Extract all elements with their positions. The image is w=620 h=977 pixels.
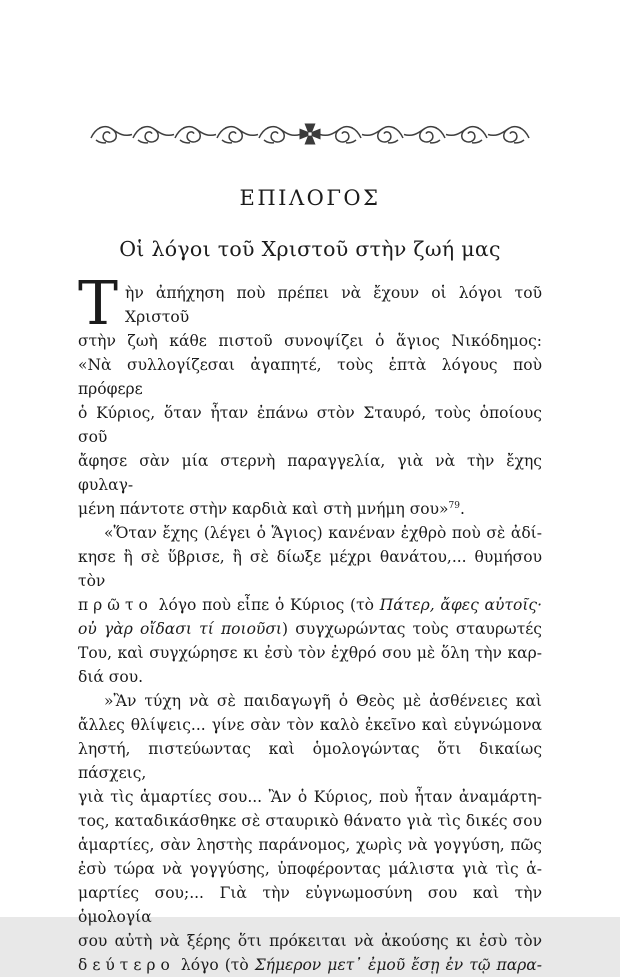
text-line: μαρτίες σου;... Γιὰ τὴν εὐγνωμοσύνη σου καὶ τὴν ὁμολογία: [78, 884, 542, 926]
text-line: σου αὐτὴ νὰ ξέρης ὅτι πρόκειται νὰ ἀκούσης κι ἐσὺ τὸν: [78, 932, 542, 950]
text-segment: μένη πάντοτε στὴν καρδιὰ καὶ στὴ μνήμη σου»: [78, 500, 449, 518]
text-segment: λόγο ποὺ εἶπε ὁ Κύριος (τὸ: [152, 596, 380, 614]
emphasized-spaced-word: δεύτερο: [78, 956, 175, 974]
text-line: [78, 953, 542, 977]
text-line: ληστή, πιστεύωντας καὶ ὁμολογώντας ὅτι δικαίως πάσχεις,: [78, 740, 542, 782]
text-line: ὁ Κύριος, ὅταν ἦταν ἐπάνω στὸν Σταυρό, τοὺς ὁποίους σοῦ: [78, 404, 542, 446]
floral-scroll-band-icon: [90, 121, 530, 147]
text-segment: λόγο (τὸ: [174, 956, 255, 974]
footnote-ref: 79: [448, 501, 460, 511]
text-line: γιὰ τὶς ἁμαρτίες σου... Ἂν ὁ Κύριος, ποὺ ἦταν ἀναμάρτη-: [78, 788, 542, 806]
text-line: τος, καταδικάσθηκε σὲ σταυρικὸ θάνατο γιὰ τὶς δικές σου: [78, 812, 542, 830]
text-segment: ) συγχωρώντας τοὺς σταυρωτές: [282, 620, 542, 638]
scripture-quote: Πάτερ, ἄφες αὐτοῖς·: [379, 596, 543, 614]
scripture-quote: Σήμερον μετ᾽ ἐμοῦ ἔσῃ ἐν τῷ παρα-: [254, 956, 542, 974]
text-line: στὴν ζωὴ κάθε πιστοῦ συνοψίζει ὁ ἅγιος Νικόδημος:: [78, 332, 542, 350]
text-line: «Νὰ συλλογίζεσαι ἀγαπητέ, τοὺς ἑπτὰ λόγους ποὺ πρόφερε: [78, 356, 542, 398]
paragraph-2: [78, 521, 542, 689]
paragraph-3: [78, 689, 542, 977]
paragraph-1: [78, 269, 542, 521]
chapter-title: ΕΠΙΛΟΓΟΣ: [239, 186, 381, 210]
text-line: [78, 593, 542, 617]
body-text: [78, 269, 543, 977]
text-line: [78, 497, 542, 521]
text-line: ὴν ἀπήχηση ποὺ πρέπει νὰ ἔχουν οἱ λόγοι τοῦ Χριστοῦ: [125, 284, 542, 326]
ornament-band: [90, 121, 530, 147]
text-line: διά σου.: [78, 668, 144, 686]
emphasized-spaced-word: πρῶτο: [78, 596, 153, 614]
section-subtitle: Οἱ λόγοι τοῦ Χριστοῦ στὴν ζωή μας: [119, 237, 501, 261]
text-line: ἄλλες θλίψεις... γίνε σὰν τὸν καλὸ ἐκεῖνο καὶ εὐγνώμονα: [78, 716, 542, 734]
text-segment: .: [460, 500, 465, 518]
text-line: ἁμαρτίες, σὰν ληστὴς παράνομος, χωρὶς νὰ γογγύση, πῶς: [78, 836, 542, 854]
text-line: «Ὅταν ἔχης (λέγει ὁ Ἅγιος) κανέναν ἐχθρὸ ποὺ σὲ ἀδί-: [104, 524, 542, 542]
text-line: ἐσὺ τώρα νὰ γογγύσης, ὑποφέροντας μάλιστα γιὰ τὶς ἁ-: [78, 860, 542, 878]
scripture-quote: οὐ γὰρ οἴδασι τί ποιοῦσι: [78, 620, 282, 638]
text-line: »Ἂν τύχη νὰ σὲ παιδαγωγῆ ὁ Θεὸς μὲ ἀσθένειες καὶ: [104, 692, 542, 710]
text-line: [78, 617, 542, 641]
text-line: ἄφησε σὰν μία στερνὴ παραγγελία, γιὰ νὰ τὴν ἔχης φυλαγ-: [78, 452, 542, 494]
cross-pattee-icon: [300, 124, 321, 145]
text-line: κησε ἢ σὲ ὕβρισε, ἢ σὲ δίωξε μέχρι θανάτου,... θυμήσου τὸν: [78, 548, 542, 590]
text-line: Του, καὶ συγχώρησε κι ἐσὺ τὸν ἐχθρό σου μὲ ὅλη τὴν καρ-: [78, 644, 542, 662]
drop-cap: Τ: [78, 269, 119, 339]
